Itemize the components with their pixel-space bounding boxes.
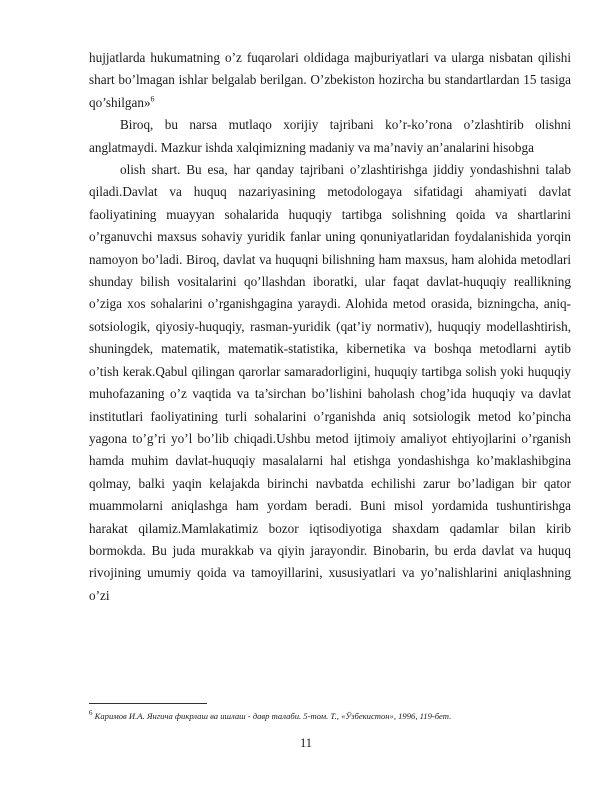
paragraph-1-text: hujjatlarda hukumatning o’z fuqarolari oldidaga majburiyatlari va ularga nisbatan qilishi shart bo’lmagan ishlar belgalab berilgan. O’zbekiston hozircha bu standartlardan 15 tasiga qo’shilgan» <box>89 50 571 110</box>
footnote-text: Каримов И.А. Янгича фикрлаш ва ишлаш - давр талаби. 5-том. Т., «Ўзбекистон», 1996, 119-бет. <box>94 710 452 721</box>
footnote <box>89 707 571 722</box>
paragraph-2: Biroq, bu narsa mutlaqo xorijiy tajribani ko’r-ko’rona o’zlashtirib olishni anglatmaydi. Mazkur ishda xalqimizning madaniy va ma’naviy an’analarini hisobga <box>89 117 571 155</box>
paragraph-1 <box>89 47 571 114</box>
footnote-ref[interactable]: 6 <box>150 94 155 104</box>
footnote-divider <box>89 703 207 704</box>
footnote-number: 6 <box>89 709 93 717</box>
page-number: 11 <box>299 736 313 750</box>
page-body <box>89 47 571 607</box>
paragraph-3: olish shart. Bu esa, har qanday tajribani o’zlashtirishga jiddiy yondashishni talab qiladi.Davlat va huquq nazariyasining metodologaya sifatidagi ahamiyati davlat faoliyatining muayyan sohalarida huquqiy tartibga solishning qoida va shartlarini o’rganuvchi maxsus sohaviy yuridik fanlar uning qonuniyatlaridan foydalanishida yorqin namoyon bo’ladi. Biroq, davlat va huquqni bilishning ham maxsus, ham alohida metodlari shunday bilish vositalarini qo’llashdan iboratki, ular faqat davlat-huquqiy reallikning o’ziga xos sohalarini o’rganishgagina yaraydi. Alohida metod orasida, bizningcha, aniq-sotsiologik, qiyosiy-huquqiy, rasman-yuridik (qat’iy normativ), huquqiy modellashtirish, shuningdek, matematik, matematik-statistika, kibernetika va boshqa metodlarni aytib o’tish kerak.Qabul qilingan qarorlar samaradorligini, huquqiy tartibga solish yoki huquqiy muhofazaning o’z vaqtida va ta’sirchan bo’lishini baholash chog’ida huquqiy va davlat institutlari faoliyatining turli sohalarini o’rganishda aniq sotsiologik metod ko’pincha yagona to’g’ri yo’l bo’lib chiqadi.Ushbu metod ijtimoiy amaliyot ehtiyojlarini o’rganish hamda muhim davlat-huquqiy masalalarni hal etishga yondashishga ko’maklashibgina qolmay, balki yaqin kelajakda birinchi navbatda echilishi zarur bo’ladigan bir qator muammolarni aniqlashga ham yordam beradi. Buni misol yordamida tushuntirishga harakat qilamiz.Mamlakatimiz bozor iqtisodiyotiga shaxdam qadamlar bilan kirib bormokda. Bu juda murakkab va qiyin jarayondir. Binobarin, bu erda davlat va huquq rivojining umumiy qoida va tamoyillarini, xususiyatlari va yo’nalishlarini aniqlashning o’zi <box>89 162 571 603</box>
